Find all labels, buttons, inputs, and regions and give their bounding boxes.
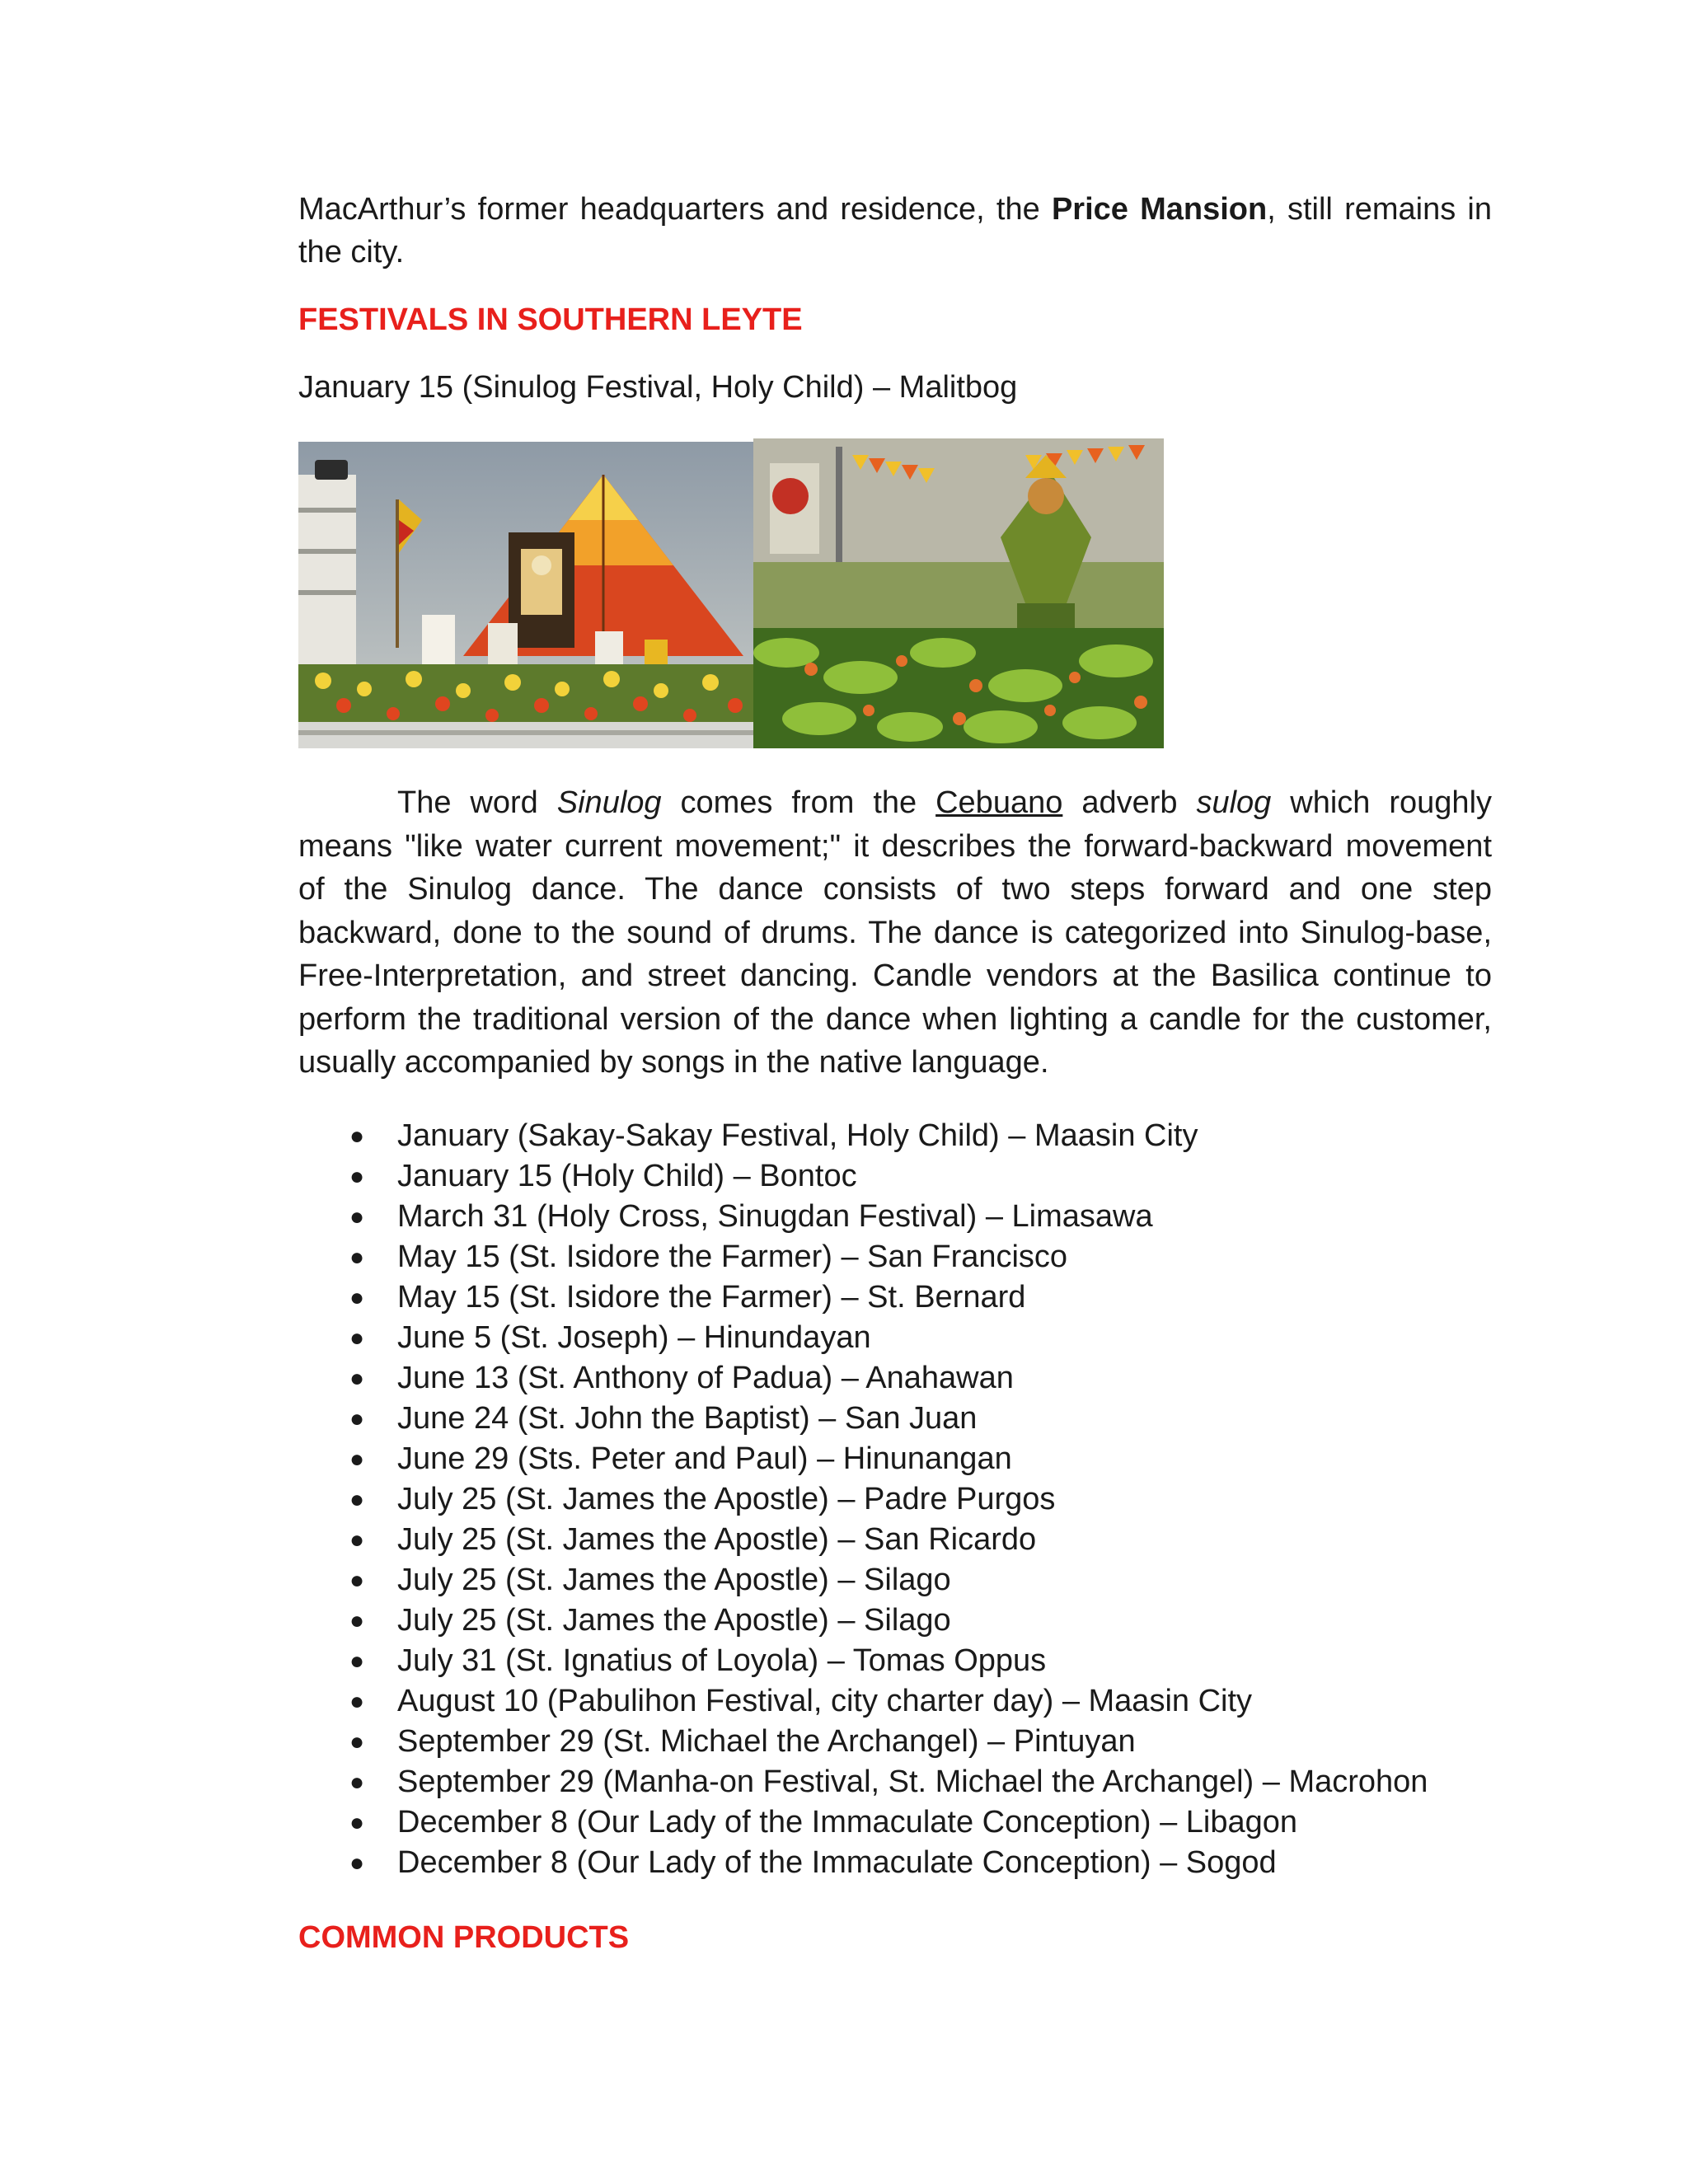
- bullet-icon: ●: [349, 1283, 365, 1311]
- bullet-icon: ●: [349, 1606, 365, 1634]
- bullet-icon: ●: [349, 1768, 365, 1796]
- festival-text: September 29 (St. Michael the Archangel) – Pintuyan: [397, 1723, 1136, 1759]
- festival-list-item: [298, 1479, 1492, 1520]
- sinulog-dancer-photo: [753, 438, 1164, 748]
- festival-photos: [298, 438, 1164, 748]
- festival-list-item: [298, 1641, 1492, 1681]
- sinulog-italic-word: Sinulog: [556, 785, 662, 820]
- festival-list-item: [298, 1762, 1492, 1802]
- festival-text: May 15 (St. Isidore the Farmer) – St. Bernard: [397, 1279, 1026, 1315]
- festival-text: March 31 (Holy Cross, Sinugdan Festival) – Limasawa: [397, 1198, 1153, 1234]
- festival-list-item: [298, 1601, 1492, 1641]
- sinulog-paragraph: [298, 781, 1492, 1085]
- featured-festival-date: January 15 (Sinulog Festival, Holy Child) – Malitbog: [298, 370, 1018, 405]
- bullet-icon: ●: [349, 1324, 365, 1352]
- festival-list-item: [298, 1722, 1492, 1762]
- festival-list-item: [298, 1156, 1492, 1197]
- festival-text: December 8 (Our Lady of the Immaculate Conception) – Libagon: [397, 1804, 1298, 1840]
- bullet-icon: ●: [349, 1647, 365, 1675]
- festivals-heading: FESTIVALS IN SOUTHERN LEYTE: [298, 302, 803, 337]
- sinulog-text-3: adverb: [1062, 785, 1197, 820]
- bullet-icon: ●: [349, 1526, 365, 1554]
- sulog-italic-word: sulog: [1196, 785, 1272, 820]
- intro-paragraph: [298, 188, 1492, 274]
- bullet-icon: ●: [349, 1122, 365, 1150]
- bullet-icon: ●: [349, 1485, 365, 1513]
- bullet-icon: ●: [349, 1445, 365, 1473]
- festival-text: June 24 (St. John the Baptist) – San Juan: [397, 1400, 978, 1436]
- festival-list-item: [298, 1116, 1492, 1156]
- festival-list-item: [298, 1318, 1492, 1358]
- festival-text: July 25 (St. James the Apostle) – Silago: [397, 1602, 951, 1638]
- festival-list-item: [298, 1802, 1492, 1843]
- festival-text: July 25 (St. James the Apostle) – Padre Purgos: [397, 1481, 1056, 1516]
- common-products-heading: COMMON PRODUCTS: [298, 1919, 630, 1955]
- festival-list-item: [298, 1560, 1492, 1601]
- festival-text: August 10 (Pabulihon Festival, city charter day) – Maasin City: [397, 1683, 1253, 1718]
- bullet-icon: ●: [349, 1243, 365, 1271]
- sinulog-text-1: The word: [397, 785, 557, 820]
- festival-text: September 29 (Manha-on Festival, St. Michael the Archangel) – Macrohon: [397, 1764, 1428, 1799]
- bullet-icon: ●: [349, 1404, 365, 1432]
- festival-list-item: [298, 1358, 1492, 1399]
- bullet-icon: ●: [349, 1162, 365, 1190]
- festival-text: July 25 (St. James the Apostle) – Silago: [397, 1562, 951, 1597]
- festival-text: July 25 (St. James the Apostle) – San Ricardo: [397, 1521, 1037, 1557]
- intro-text-end: , still remains in the city.: [298, 192, 1492, 269]
- document-page: [298, 188, 1492, 1959]
- bullet-icon: ●: [349, 1202, 365, 1230]
- bullet-icon: ●: [349, 1849, 365, 1877]
- festival-text: June 13 (St. Anthony of Padua) – Anahawan: [397, 1360, 1014, 1395]
- bullet-icon: ●: [349, 1566, 365, 1594]
- festival-text: January 15 (Holy Child) – Bontoc: [397, 1158, 857, 1193]
- sinulog-text-2: comes from the: [661, 785, 936, 820]
- festival-text: June 5 (St. Joseph) – Hinundayan: [397, 1319, 871, 1355]
- festival-list-item: [298, 1237, 1492, 1277]
- festival-list-item: [298, 1399, 1492, 1439]
- festival-text: January (Sakay-Sakay Festival, Holy Child) – Maasin City: [397, 1118, 1198, 1153]
- festival-text: December 8 (Our Lady of the Immaculate Conception) – Sogod: [397, 1844, 1277, 1880]
- festival-text: May 15 (St. Isidore the Farmer) – San Francisco: [397, 1239, 1068, 1274]
- festival-text: June 29 (Sts. Peter and Paul) – Hinunangan: [397, 1441, 1012, 1476]
- festival-list-item: [298, 1681, 1492, 1722]
- festival-text: July 31 (St. Ignatius of Loyola) – Tomas Oppus: [397, 1643, 1047, 1678]
- fluvial-procession-photo: [298, 442, 755, 748]
- sinulog-text-4: which roughly means "like water current movement;" it describes the forward-backward movement of the Sinulog dance. The dance consists of two steps forward and one step backward, done to the sound of drums. The dance is categorized into Sinulog-base, Free-Interpretation, and street dancing. Candle vendors at the Basilica continue to perform the traditional version of the dance when lighting a candle for the customer, usually accompanied by songs in the native language.: [298, 785, 1493, 1080]
- price-mansion-bold: Price Mansion: [1051, 192, 1268, 227]
- festival-list-item: [298, 1277, 1492, 1318]
- festival-list-item: [298, 1520, 1492, 1560]
- festival-list-item: [298, 1843, 1492, 1883]
- festival-list-item: [298, 1197, 1492, 1237]
- bullet-icon: ●: [349, 1727, 365, 1755]
- cebuano-link[interactable]: Cebuano: [935, 785, 1063, 820]
- intro-text-start: MacArthur’s former headquarters and residence, the: [298, 192, 1052, 227]
- bullet-icon: ●: [349, 1687, 365, 1715]
- festival-list: [298, 1116, 1492, 1883]
- bullet-icon: ●: [349, 1364, 365, 1392]
- bullet-icon: ●: [349, 1808, 365, 1836]
- festival-list-item: [298, 1439, 1492, 1479]
